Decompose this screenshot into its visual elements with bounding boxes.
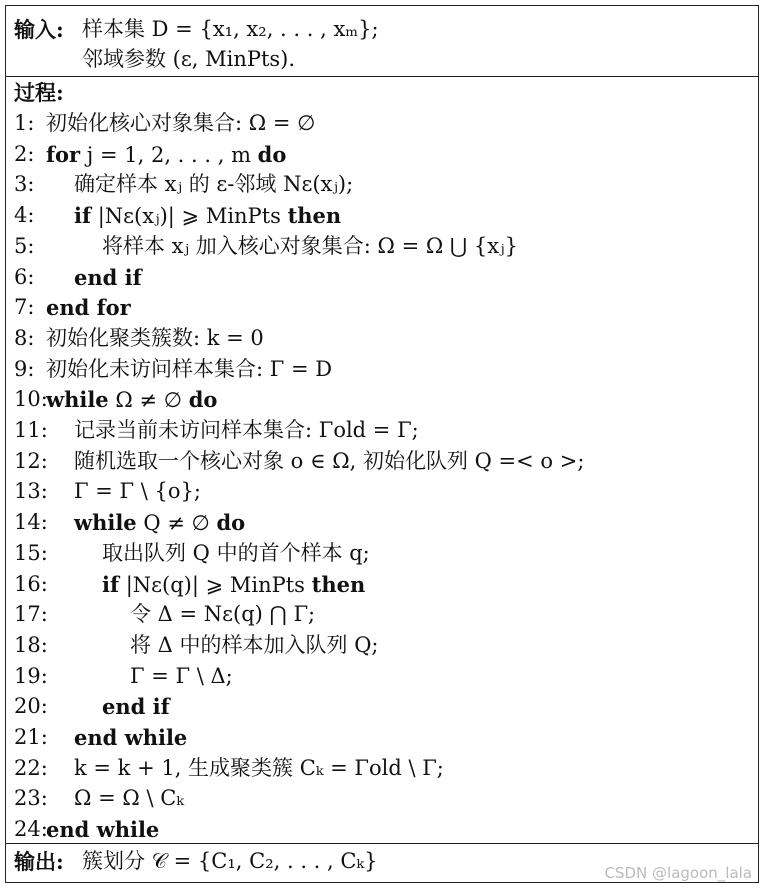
input-label: 输入:: [14, 17, 64, 42]
step-text: if |Nε(q)| ⩾ MinPts then: [102, 571, 366, 597]
step-text: 取出队列 Q 中的首个样本 q;: [102, 540, 370, 565]
step-number: 10:: [14, 387, 48, 412]
output-label: 输出:: [14, 849, 64, 874]
input-sample-set: 样本集 D = {x₁, x₂, . . . , xₘ};: [82, 17, 379, 41]
step-text: 令 Δ = Nε(q) ⋂ Γ;: [130, 602, 316, 627]
step-number: 5:: [14, 233, 35, 258]
step-number: 19:: [14, 663, 48, 688]
step-text: while Q ≠ ∅ do: [74, 510, 246, 536]
step-number: 18:: [14, 632, 48, 657]
step-text: 初始化核心对象集合: Ω = ∅: [46, 111, 316, 135]
process-label: 过程:: [14, 80, 64, 105]
step-number: 23:: [14, 786, 48, 811]
step-number: 20:: [14, 694, 48, 719]
step-number: 12:: [14, 448, 48, 473]
step-text: for j = 1, 2, . . . , m do: [46, 141, 287, 167]
step-number: 1:: [14, 111, 35, 135]
step-text: k = k + 1, 生成聚类簇 Cₖ = Γold \ Γ;: [74, 755, 444, 780]
top-rule: [5, 76, 759, 77]
step-text: 记录当前未访问样本集合: Γold = Γ;: [74, 418, 419, 442]
step-text: 初始化聚类簇数: k = 0: [46, 325, 264, 350]
step-text: end if: [74, 264, 142, 290]
step-number: 3:: [14, 172, 35, 197]
step-number: 13:: [14, 479, 48, 504]
step-text: 确定样本 xⱼ 的 ε-邻域 Nε(xⱼ);: [74, 172, 354, 197]
step-text: Γ = Γ \ {o};: [74, 479, 201, 504]
step-number: 24:: [14, 817, 48, 842]
step-text: while Ω ≠ ∅ do: [46, 387, 218, 413]
step-number: 8:: [14, 325, 35, 350]
step-text: end while: [74, 725, 188, 750]
step-text: Γ = Γ \ Δ;: [130, 663, 233, 688]
step-number: 9:: [14, 356, 35, 381]
step-number: 7:: [14, 295, 35, 320]
step-text: 随机选取一个核心对象 o ∈ Ω, 初始化队列 Q =< o >;: [74, 448, 585, 473]
step-text: 将 Δ 中的样本加入队列 Q;: [130, 632, 379, 657]
watermark: CSDN @lagoon_lala: [604, 864, 752, 882]
step-number: 14:: [14, 510, 48, 535]
step-text: if |Nε(xⱼ)| ⩾ MinPts then: [74, 203, 342, 229]
output-text: 簇划分 𝒞 = {C₁, C₂, . . . , Cₖ}: [82, 849, 378, 873]
step-number: 11:: [14, 418, 48, 442]
step-number: 16:: [14, 571, 48, 596]
step-text: 初始化未访问样本集合: Γ = D: [46, 356, 333, 381]
step-number: 4:: [14, 203, 35, 228]
step-number: 21:: [14, 725, 48, 749]
step-text: end for: [46, 295, 131, 321]
step-number: 15:: [14, 540, 48, 565]
step-number: 2:: [14, 141, 35, 166]
step-number: 6:: [14, 264, 35, 289]
step-number: 22:: [14, 755, 48, 780]
step-text: end while: [46, 817, 160, 843]
input-params: 邻域参数 (ε, MinPts).: [82, 47, 296, 71]
step-text: Ω = Ω \ Cₖ: [74, 786, 184, 811]
step-text: 将样本 xⱼ 加入核心对象集合: Ω = Ω ⋃ {xⱼ}: [102, 233, 518, 258]
step-number: 17:: [14, 602, 48, 627]
step-text: end if: [102, 694, 170, 720]
